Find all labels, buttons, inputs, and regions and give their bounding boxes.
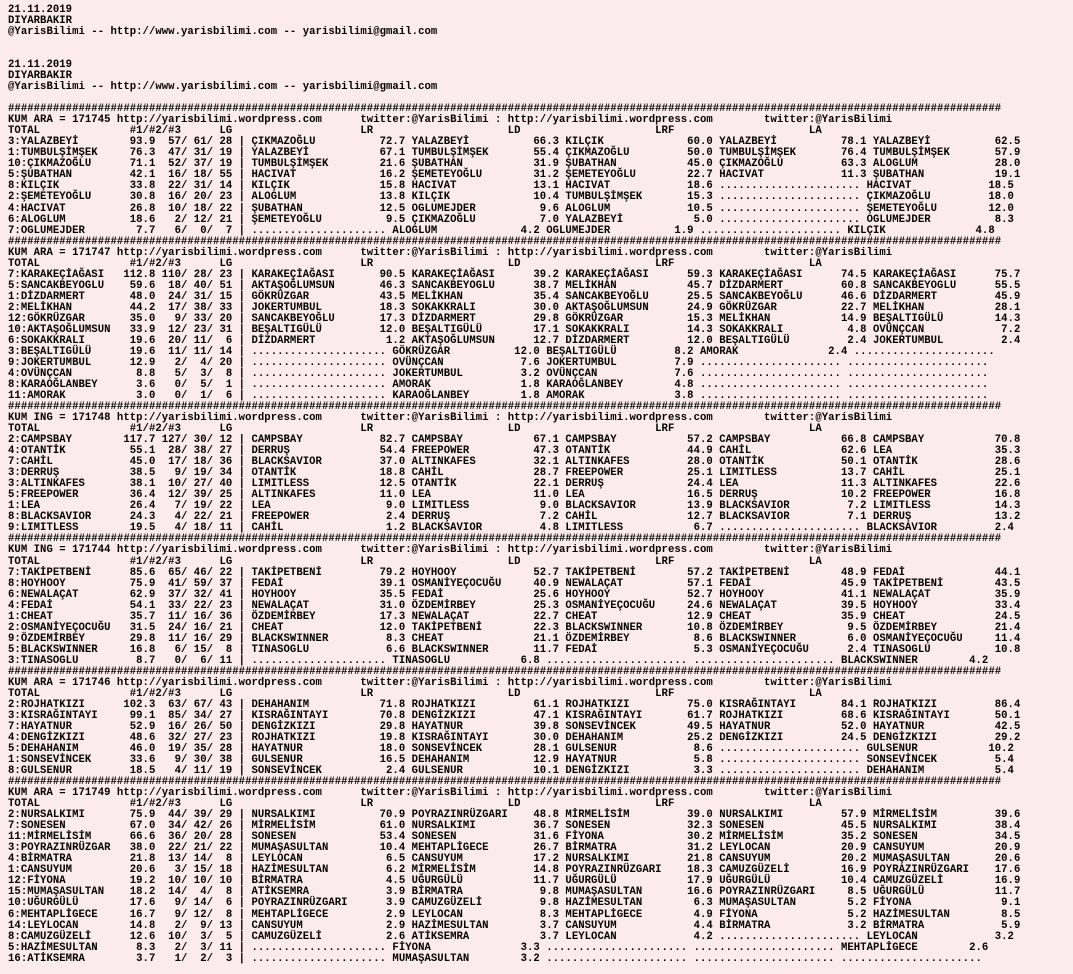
document-line: 5:BLACKSWINNER 16.8 6/ 15/ 8 | TINASOGLU 6.6 BLACKSWINNER 11.7 FEDAİ 5.3 OSMANİYEÇOCUĞU 2.4 TINASOGLU 10.8	[8, 643, 1021, 656]
document-line: ###########################################################################################################################################################	[8, 401, 1002, 414]
document-line: KUM ING = 171744 http://yarisbilimi.wordpress.com twitter:@YarisBilimi : http://yarisbilimi.wordpress.com twitter:@YarisBilimi	[8, 544, 893, 557]
document-line: 7:TAKİPETBENİ 85.6 65/ 46/ 22 | TAKİPETBENİ 79.2 HOYHOOY 52.7 TAKİPETBENİ 57.2 TAKİPETBENİ 48.9 FEDAİ 44.1	[8, 566, 1021, 579]
document-line: 4:HACIVAT 26.8 10/ 18/ 22 | ŞUBATHAN 12.5 OGLUMEJDER 9.6 ALOGLUM 10.5 ...................... ŞEMETEYOĞLU 12.0	[8, 202, 1014, 215]
document-line: 3:ALTINKAFES 38.1 10/ 27/ 40 | LIMITLESS 12.5 OTANTİK 22.1 DERRUŞ 24.4 LEA 11.3 ALTINKAFES 22.6	[8, 478, 1021, 491]
document-line: 9:ÖZDEMİRBEY 29.8 11/ 16/ 29 | BLACKSWINNER 8.3 CHEAT 21.1 ÖZDEMİRBEY 8.6 BLACKSWINNER 6.0 OSMANİYEÇOCUĞU 11.4	[8, 632, 1021, 645]
document-line: 3:POYRAZINRÜZGAR 38.0 22/ 21/ 22 | MUMAŞASULTAN 10.4 MEHTAPLİGECE 26.7 BİRMATRA 31.2 LEYLOCAN 20.9 CANSUYUM 20.9	[8, 842, 1021, 855]
document-line: 2:OSMANİYEÇOCUĞU 31.5 24/ 16/ 21 | CHEAT 12.0 TAKİPETBENİ 22.3 BLACKSWINNER 10.8 ÖZDEMİRBEY 9.5 ÖZDEMİRBEY 21.4	[8, 621, 1021, 634]
document-line: 2:ROJHATKIZI 102.3 63/ 67/ 43 | DEHAHANIM 71.8 ROJHATKIZI 61.1 ROJHATKIZI 75.0 KISRAĞINTAYI 84.1 ROJHATKIZI 86.4	[8, 698, 1021, 711]
document-line: 9:JOKERTUMBUL 12.9 2/ 4/ 20 | ..................... OVÜNÇCAN 7.6 JOKERTUMBUL 7.9 ...................... ......................	[8, 356, 989, 369]
document-line: 8:GULSENUR 18.5 4/ 11/ 19 | SONSEVİNCEK 2.4 GULSENUR 10.1 DENGİZKIZI 3.3 ...................... DEHAHANIM 5.4	[8, 765, 1014, 778]
document-line: 3:KISRAĞINTAYI 99.1 85/ 34/ 27 | KISRAĞINTAYI 70.8 DENGİZKIZI 47.1 KISRAĞINTAYI 61.7 ROJHATKIZI 68.6 KISRAĞINTAYI 50.1	[8, 709, 1021, 722]
document-line: 1:TUMBULŞİMŞEK 76.3 47/ 31/ 19 | YALAZBEYİ 67.1 TUMBULŞİMŞEK 55.4 ÇIKMAZOĞLU 50.0 TUMBULŞİMŞEK 76.4 TUMBULŞİMŞEK 57.9	[8, 147, 1021, 160]
document-line: 1:CANSUYUM 20.6 3/ 15/ 18 | HAZİMESULTAN 6.2 MİRMELİSİM 14.8 POYRAZINRÜZGARI 18.3 CAMUZGÜZELİ 16.9 POYRAZINRÜZGARI 17.6	[8, 864, 1021, 877]
document-line: ###########################################################################################################################################################	[8, 235, 1002, 248]
document-line: 3:DERRUŞ 38.5 9/ 19/ 34 | OTANTİK 18.8 CAHİL 28.7 FREEPOWER 25.1 LIMITLESS 13.7 CAHİL 25.1	[8, 467, 1021, 480]
document-line: 4:OVÜNÇCAN 8.8 5/ 3/ 8 | ..................... JOKERTUMBUL 3.2 OVÜNÇCAN 7.6 ...................... ......................	[8, 367, 989, 380]
document-line: 11:AMORAK 3.0 0/ 1/ 6 | ..................... KARAOĞLANBEY 1.8 AMORAK 3.8 ...................... ......................	[8, 390, 989, 403]
document-line: 1:CHEAT 35.7 11/ 16/ 36 | ÖZDEMİRBEY 17.3 NEWALAÇAT 22.7 CHEAT 12.9 CHEAT 35.9 CHEAT 24.5	[8, 610, 1021, 623]
document-line	[8, 38, 1073, 49]
document-line: 3:YALAZBEYİ 93.9 57/ 61/ 28 | ÇIKMAZOĞLU 72.7 YALAZBEYİ 66.3 KILÇIK 60.0 YALAZBEYİ 78.1 YALAZBEYİ 62.5	[8, 136, 1021, 149]
document-line: 14:LEYLOCAN 14.8 2/ 9/ 13 | CANSUYUM 2.9 HAZİMESULTAN 3.7 CANSUYUM 4.4 BİRMATRA 3.2 BİRMATRA 5.9	[8, 919, 1021, 932]
document-line: 2:MELİKHAN 44.2 17/ 38/ 33 | JOKERTUMBUL 18.3 SOKAKKRALI 30.0 AKTAŞOĞLUMSUN 24.9 GÖKRÜZGAR 22.7 MELİKHAN 28.1	[8, 301, 1021, 314]
document-line: 21.11.2019	[8, 4, 73, 16]
document-line: 11:MİRMELİSİM 66.6 36/ 20/ 28 | SONESEN 53.4 SONESEN 31.6 FİYONA 30.2 MİRMELİSİM 35.2 SONESEN 34.5	[8, 831, 1021, 844]
document-line: 5:SANCAKBEYOGLU 59.6 18/ 40/ 51 | AKTAŞOĞLUMSUN 46.3 SANCAKBEYOGLU 38.7 MELİKHAN 45.7 DİZDARMERT 60.8 SANCAKBEYOGLU 55.5	[8, 279, 1021, 292]
document-line: 1:DİZDARMERT 48.0 24/ 31/ 15 | GÖKRÜZGAR 43.5 MELİKHAN 35.4 SANCAKBEYOĞLU 25.5 SANCAKBEYOĞLU 46.6 DİZDARMERT 45.9	[8, 290, 1021, 303]
document-line: 5:DEHAHANIM 46.0 19/ 35/ 28 | HAYATNUR 18.0 SONSEVİNCEK 28.1 GULSENUR 8.6 ...................... GULSENUR 10.2	[8, 743, 1014, 756]
document-line: 12:GÖKRÜZGAR 35.0 9/ 33/ 20 | SANCAKBEYOĞLU 17.3 DİZDARMERT 29.8 GÖKRÜZGAR 15.3 MELİKHAN 14.9 BEŞALTIGÜLÜ 14.3	[8, 312, 1021, 325]
document-line: 1:LEA 26.4 7/ 19/ 22 | LEA 9.0 LIMITLESS 9.0 BLACKSAVIOR 13.9 BLACKSAVIOR 7.2 LIMITLESS 14.3	[8, 500, 1021, 513]
document-line: 10:ÇIKMAZOĞLU 71.1 52/ 37/ 19 | TUMBULŞİMŞEK 21.6 ŞUBATHAN 31.9 ŞUBATHAN 45.0 ÇIKMAZOĞLU 63.3 ALOGLUM 28.0	[8, 158, 1021, 171]
document-line: KUM ARA = 171749 http://yarisbilimi.wordpress.com twitter:@YarisBilimi : http://yarisbilimi.wordpress.com twitter:@YarisBilimi	[8, 787, 893, 800]
document-line: 1:SONSEVİNCEK 33.6 9/ 30/ 38 | GULSENUR 16.5 DEHAHANIM 12.9 HAYATNUR 5.8 ...................... SONSEVİNCEK 5.4	[8, 754, 1014, 767]
document-line: TOTAL #1/#2/#3 LG LR LD LRF LA	[8, 687, 822, 700]
document-line: 15:MUMAŞASULTAN 18.2 14/ 4/ 8 | ATİKSEMRA 3.9 BİRMATRA 9.8 MUMAŞASULTAN 16.6 POYRAZINRÜZGARI 8.5 UĞURGÜLÜ 11.7	[8, 886, 1021, 899]
document-line: DIYARBAKIR	[8, 15, 73, 28]
document-line: 3:TINASOGLU 8.7 0/ 6/ 11 | ..................... TINASOGLU 6.8 ...................... ...................... BLACKSWINNER 4.2	[8, 654, 989, 667]
document-line: 8:KILÇIK 33.8 22/ 31/ 14 | KILÇIK 15.8 HACIVAT 13.1 HACIVAT 18.6 ...................... HACIVAT 18.5	[8, 180, 1014, 193]
document-line: ###########################################################################################################################################################	[8, 533, 1002, 546]
document-line: 12:FİYONA 19.2 10/ 10/ 10 | BİRMATRA 4.5 UĞURGÜLÜ 11.7 UĞURGÜLÜ 17.9 UĞURGÜLÜ 10.4 CAMUZGÜZELİ 16.9	[8, 875, 1021, 888]
document-line: 8:KARAOĞLANBEY 3.6 0/ 5/ 1 | ..................... AMORAK 1.8 KARAOĞLANBEY 4.8 ...................... ......................	[8, 379, 989, 392]
document-line: KUM ING = 171748 http://yarisbilimi.wordpress.com twitter:@YarisBilimi : http://yarisbilimi.wordpress.com twitter:@YarisBilimi	[8, 412, 893, 425]
document-line: 21.11.2019	[8, 59, 73, 72]
document-line: 5:HAZİMESULTAN 8.3 2/ 3/ 11 | ..................... FİYONA 3.3 ...................... ...................... MEHTAPLİGECE 2.6	[8, 941, 989, 954]
document-line: 7:CAHİL 45.0 17/ 18/ 36 | BLACKSAVIOR 37.0 ALTINKAFES 32.1 ALTINKAFES 28.0 OTANTİK 50.1 OTANTİK 28.6	[8, 456, 1021, 469]
document-line: 4:BİRMATRA 21.8 13/ 14/ 8 | LEYLOCAN 6.5 CANSUYUM 17.2 NURSALKIMI 21.8 CANSUYUM 20.2 MUMAŞASULTAN 20.6	[8, 853, 1021, 866]
document-line: TOTAL #1/#2/#3 LG LR LD LRF LA	[8, 125, 822, 138]
document-line: 9:LIMITLESS 19.5 4/ 18/ 11 | CAHİL 1.2 BLACKSAVIOR 4.8 LIMITLESS 6.7 ...................... BLACKSAVIOR 2.4	[8, 522, 1014, 535]
document-line: 2:NURSALKIMI 75.9 44/ 39/ 29 | NURSALKIMI 70.9 POYRAZINRÜZGARI 48.8 MİRMELİSİM 39.0 NURSALKIMI 57.9 MİRMELİSİM 39.6	[8, 809, 1021, 822]
document-line: ###########################################################################################################################################################	[8, 103, 1002, 116]
document-line: KUM ARA = 171745 http://yarisbilimi.wordpress.com twitter:@YarisBilimi : http://yarisbilimi.wordpress.com twitter:@YarisBilimi	[8, 114, 893, 127]
document-line: 7:OGLUMEJDER 7.7 6/ 0/ 7 | ..................... ALOGLUM 4.2 OGLUMEJDER 1.9 ...................... KILÇIK 4.8	[8, 224, 995, 237]
document-line: TOTAL #1/#2/#3 LG LR LD LRF LA	[8, 257, 822, 270]
document-line: 4:DENGİZKIZI 48.6 32/ 27/ 23 | ROJHATKIZI 19.8 KISRAĞINTAYI 30.0 DEHAHANIM 25.2 DENGİZKIZI 24.5 DENGİZKIZI 29.2	[8, 732, 1021, 745]
document-line: 7:SONESEN 67.0 34/ 42/ 26 | MİRMELİSİM 61.0 NURSALKIMI 36.7 SONESEN 32.3 SONESEN 45.5 NURSALKIMI 38.4	[8, 820, 1021, 833]
document-line: 5:FREEPOWER 36.4 12/ 39/ 25 | ALTINKAFES 11.0 LEA 11.0 LEA 16.5 DERRUŞ 10.2 FREEPOWER 16.8	[8, 489, 1021, 502]
document-line: KUM ARA = 171746 http://yarisbilimi.wordpress.com twitter:@YarisBilimi : http://yarisbilimi.wordpress.com twitter:@YarisBilimi	[8, 676, 893, 689]
document-line: 6:SOKAKKRALI 19.6 20/ 11/ 6 | DİZDARMERT 1.2 AKTAŞOĞLUMSUN 12.7 DİZDARMERT 12.0 BEŞALTIGÜLÜ 2.4 JOKERTUMBUL 2.4	[8, 334, 1021, 347]
document-line: 7:HAYATNUR 52.9 16/ 26/ 50 | DENGİZKIZI 29.8 HAYATNUR 39.8 SONSEVİNCEK 49.5 HAYATNUR 52.0 HAYATNUR 42.5	[8, 720, 1021, 733]
document-line: 7:KARAKEÇİAĞASI 112.8 110/ 28/ 23 | KARAKEÇİAĞASI 90.5 KARAKEÇİAĞASI 39.2 KARAKEÇİAĞASI 59.3 KARAKEÇİAĞASI 74.5 KARAKEÇİAĞASI 75.7	[8, 268, 1021, 281]
document-line: 10:AKTAŞOĞLUMSUN 33.9 12/ 23/ 31 | BEŞALTIGÜLÜ 12.0 BEŞALTIGÜLÜ 17.1 SOKAKKRALI 14.3 SOKAKKRALI 4.8 OVÜNÇCAN 7.2	[8, 323, 1021, 336]
document-line: KUM ARA = 171747 http://yarisbilimi.wordpress.com twitter:@YarisBilimi : http://yarisbilimi.wordpress.com twitter:@YarisBilimi	[8, 246, 893, 259]
document-line: ###########################################################################################################################################################	[8, 665, 1002, 678]
document-line: DIYARBAKIR	[8, 70, 73, 83]
document-line: 8:HOYHOOY 75.9 41/ 59/ 37 | FEDAİ 39.1 OSMANİYEÇOCUĞU 40.9 NEWALAÇAT 57.1 FEDAİ 45.9 TAKİPETBENİ 43.5	[8, 577, 1021, 590]
document-line: TOTAL #1/#2/#3 LG LR LD LRF LA	[8, 423, 822, 436]
document-line	[8, 49, 1073, 60]
document-line: 6:MEHTAPLİGECE 16.7 9/ 12/ 8 | MEHTAPLİGECE 2.9 LEYLOCAN 8.3 MEHTAPLİGECE 4.9 FİYONA 5.2 HAZİMESULTAN 8.5	[8, 908, 1021, 921]
document-line: TOTAL #1/#2/#3 LG LR LD LRF LA	[8, 555, 822, 568]
document-line: 4:FEDAİ 54.1 33/ 22/ 23 | NEWALAÇAT 31.0 ÖZDEMİRBEY 25.3 OSMANİYEÇOCUĞU 24.6 NEWALAÇAT 39.5 HOYHOOY 33.4	[8, 599, 1021, 612]
document-line: 3:BEŞALTIGÜLÜ 19.6 11/ 11/ 14 | ..................... GÖKRÜZGAR 12.0 BEŞALTIGÜLÜ 8.2 AMORAK 2.4 ......................	[8, 345, 995, 358]
document-line: TOTAL #1/#2/#3 LG LR LD LRF LA	[8, 798, 822, 811]
document-line: 8:BLACKSAVIOR 24.3 4/ 22/ 21 | FREEPOWER 2.4 DERRUŞ 7.2 CAHİL 12.7 BLACKSAVIOR 7.1 DERRUŞ 13.2	[8, 511, 1021, 524]
document-line: 2:CAMPSBAY 117.7 127/ 30/ 12 | CAMPSBAY 82.7 CAMPSBAY 67.1 CAMPSBAY 57.2 CAMPSBAY 66.8 CAMPSBAY 70.8	[8, 434, 1021, 447]
document-line: 16:ATİKSEMRA 3.7 1/ 2/ 3 | ..................... MUMAŞASULTAN 3.2 ...................... ...................... ......................	[8, 952, 982, 965]
document-line: 4:OTANTİK 55.1 28/ 38/ 27 | DERRUŞ 54.4 FREEPOWER 47.3 OTANTİK 44.9 CAHİL 62.6 LEA 35.3	[8, 445, 1021, 458]
document-line: 5:ŞUBATHAN 42.1 16/ 18/ 55 | HACIVAT 16.2 ŞEMETEYOĞLU 31.2 ŞEMETEYOĞLU 22.7 HACIVAT 11.3 ŞUBATHAN 19.1	[8, 169, 1021, 182]
document-line: @YarisBilimi -- http://www.yarisbilimi.com -- yarisbilimi@gmail.com	[8, 26, 438, 39]
document-line: ###########################################################################################################################################################	[8, 776, 1002, 789]
document-line: 6:ALOGLUM 18.6 2/ 12/ 21 | ŞEMETEYOĞLU 9.5 ÇIKMAZOĞLU 7.0 YALAZBEYİ 5.0 ...................... OGLUMEJDER 8.3	[8, 213, 1014, 226]
document-line: 6:NEWALAÇAT 62.9 37/ 32/ 41 | HOYHOOY 35.5 FEDAİ 25.6 HOYHOOY 52.7 HOYHOOY 41.1 NEWALAÇAT 35.9	[8, 588, 1021, 601]
document-line: 10:UĞURGÜLÜ 17.6 9/ 14/ 6 | POYRAZINRÜZGARI 3.9 CAMUZGÜZELİ 9.8 HAZİMESULTAN 6.3 MUMAŞASULTAN 5.2 FİYONA 9.1	[8, 897, 1021, 910]
document-line: 8:CAMUZGÜZELİ 12.6 10/ 3/ 5 | CAMUZGÜZELİ 2.6 ATİKSEMRA 3.7 LEYLOCAN 4.2 ...................... LEYLOCAN 3.2	[8, 930, 1014, 943]
document-line: 2:ŞEMETEYOĞLU 30.8 16/ 20/ 23 | ALOGLUM 13.8 KILÇIK 10.4 TUMBULŞİMŞEK 15.3 ...................... ÇIKMAZOĞLU 18.0	[8, 191, 1014, 204]
document-line: @YarisBilimi -- http://www.yarisbilimi.com -- yarisbilimi@gmail.com	[8, 81, 438, 94]
